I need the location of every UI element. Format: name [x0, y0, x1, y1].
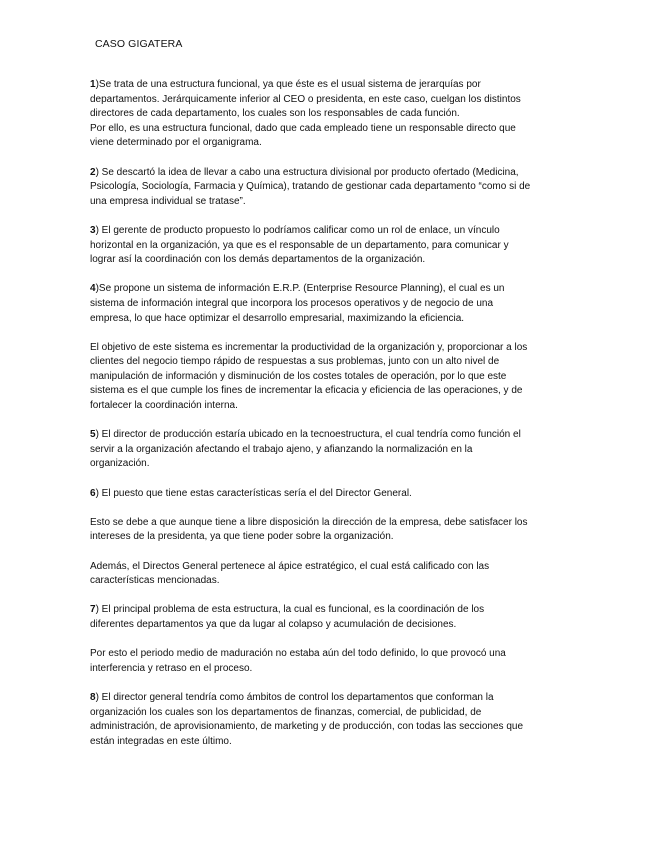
- line-text: sistema de información integral que incorpora los procesos operativos y de negocio de una: [90, 297, 494, 309]
- paragraph-line: [90, 93, 568, 108]
- line-text: ) El principal problema de esta estructura, la cual es funcional, es la coordinación de los: [95, 604, 485, 616]
- paragraph-line: [90, 384, 568, 399]
- answer-paragraph: [90, 560, 568, 589]
- paragraph-line: [90, 341, 568, 356]
- answer-paragraph: [90, 224, 568, 268]
- paragraph-line: [90, 107, 568, 122]
- line-text: Además, el Directos General pertenece al ápice estratégico, el cual está calificado con las: [90, 560, 490, 572]
- line-text: horizontal en la organización, ya que es el responsable de un departamento, para comunicar y: [90, 239, 509, 251]
- answer-number: 2: [90, 166, 96, 178]
- answer-paragraph: [90, 516, 568, 545]
- line-text: ) El puesto que tiene estas características sería el del Director General.: [95, 487, 412, 499]
- line-text: viene determinado por el organigrama.: [90, 137, 262, 149]
- answer-number: 4: [90, 283, 96, 295]
- paragraph-line: [90, 312, 568, 327]
- paragraph-line: [90, 282, 568, 297]
- line-text: están integradas en este último.: [90, 735, 232, 747]
- answer-paragraph: [90, 603, 568, 632]
- line-text: manipulación de información y disminución de los costes totales de operación, por lo que este: [90, 370, 507, 382]
- paragraph-line: [90, 355, 568, 370]
- paragraph-line: [90, 443, 568, 458]
- paragraph-line: [90, 530, 568, 545]
- paragraph-line: [90, 662, 568, 677]
- line-text: organización los cuales son los departamentos de finanzas, comercial, de publicidad, de: [90, 706, 482, 718]
- line-text: El objetivo de este sistema es incrementar la productividad de la organización y, proporcionar a los: [90, 341, 528, 353]
- paragraph-line: [90, 297, 568, 312]
- paragraph-line: [90, 603, 568, 618]
- paragraph-line: [90, 574, 568, 589]
- answer-paragraph: [90, 78, 568, 151]
- line-text: administración, de aprovisionamiento, de marketing y de producción, con todas las secciones que: [90, 721, 524, 733]
- line-text: una empresa individual se tratase”.: [90, 195, 246, 207]
- line-text: Por esto el periodo medio de maduración no estaba aún del todo definido, lo que provocó una: [90, 648, 506, 660]
- answer-paragraph: [90, 691, 568, 749]
- line-text: Psicología, Sociología, Farmacia y Química), tratando de gestionar cada departamento “como si de: [90, 181, 531, 193]
- answer-number: 5: [90, 429, 96, 441]
- paragraph-line: [90, 560, 568, 575]
- paragraph-line: [90, 370, 568, 385]
- paragraph-line: [90, 239, 568, 254]
- line-text: directores de cada departamento, los cuales son los responsables de cada función.: [90, 108, 460, 120]
- paragraph-line: [90, 691, 568, 706]
- document-body: [90, 78, 568, 764]
- paragraph-line: [90, 720, 568, 735]
- paragraph-line: [90, 457, 568, 472]
- paragraph-line: [90, 78, 568, 93]
- paragraph-line: [90, 735, 568, 750]
- line-text: Esto se debe a que aunque tiene a libre disposición la dirección de la empresa, debe satisfacer los: [90, 516, 528, 528]
- answer-paragraph: [90, 282, 568, 326]
- line-text: fortalecer la coordinación interna.: [90, 400, 238, 412]
- paragraph-line: [90, 180, 568, 195]
- document-title: CASO GIGATERA: [95, 38, 183, 50]
- line-text: servir a la organización afectando el trabajo ajeno, y afianzando la normalización en la: [90, 443, 473, 455]
- answer-number: 8: [90, 691, 96, 703]
- answer-paragraph: [90, 647, 568, 676]
- answer-paragraph: [90, 166, 568, 210]
- answer-paragraph: [90, 341, 568, 414]
- paragraph-line: [90, 166, 568, 181]
- paragraph-line: [90, 428, 568, 443]
- paragraph-line: [90, 224, 568, 239]
- line-text: lograr así la coordinación con los demás departamentos de la organización.: [90, 254, 426, 266]
- paragraph-line: [90, 136, 568, 151]
- paragraph-line: [90, 618, 568, 633]
- line-text: )Se trata de una estructura funcional, ya que éste es el usual sistema de jerarquías por: [95, 79, 481, 90]
- answer-paragraph: [90, 487, 568, 502]
- line-text: diferentes departamentos ya que da lugar al colapso y acumulación de decisiones.: [90, 618, 457, 630]
- paragraph-line: [90, 647, 568, 662]
- line-text: ) El gerente de producto propuesto lo podríamos calificar como un rol de enlace, un vínculo: [95, 224, 500, 236]
- line-text: departamentos. Jerárquicamente inferior al CEO o presidenta, en este caso, cuelgan los distintos: [90, 93, 521, 105]
- paragraph-line: [90, 122, 568, 137]
- paragraph-line: [90, 195, 568, 210]
- line-text: intereses de la presidenta, ya que tiene poder sobre la organización.: [90, 531, 394, 543]
- line-text: organización.: [90, 458, 150, 470]
- paragraph-line: [90, 399, 568, 414]
- answer-number: 7: [90, 604, 96, 616]
- paragraph-line: [90, 706, 568, 721]
- answer-paragraph: [90, 428, 568, 472]
- line-text: ) El director de producción estaría ubicado en la tecnoestructura, el cual tendría como función el: [95, 429, 521, 441]
- line-text: empresa, lo que hace optimizar el desarrollo empresarial, maximizando la eficiencia.: [90, 312, 465, 324]
- line-text: sistema es el que cumple los fines de incrementar la eficacia y eficiencia de las operaciones, y de: [90, 385, 523, 397]
- paragraph-line: [90, 516, 568, 531]
- line-text: ) Se descartó la idea de llevar a cabo una estructura divisional por producto ofertado (Medicina,: [95, 166, 519, 178]
- answer-number: 6: [90, 487, 96, 499]
- line-text: interferencia y retraso en el proceso.: [90, 662, 253, 674]
- answer-number: 1: [90, 79, 96, 90]
- line-text: Por ello, es una estructura funcional, dado que cada empleado tiene un responsable directo que: [90, 122, 516, 134]
- paragraph-line: [90, 253, 568, 268]
- line-text: clientes del negocio tiempo rápido de respuestas a sus problemas, junto con un alto nivel de: [90, 356, 500, 368]
- paragraph-line: [90, 487, 568, 502]
- line-text: ) El director general tendría como ámbitos de control los departamentos que conforman la: [95, 691, 494, 703]
- line-text: )Se propone un sistema de información E.R.P. (Enterprise Resource Planning), el cual es un: [95, 283, 505, 295]
- line-text: características mencionadas.: [90, 575, 220, 587]
- answer-number: 3: [90, 224, 96, 236]
